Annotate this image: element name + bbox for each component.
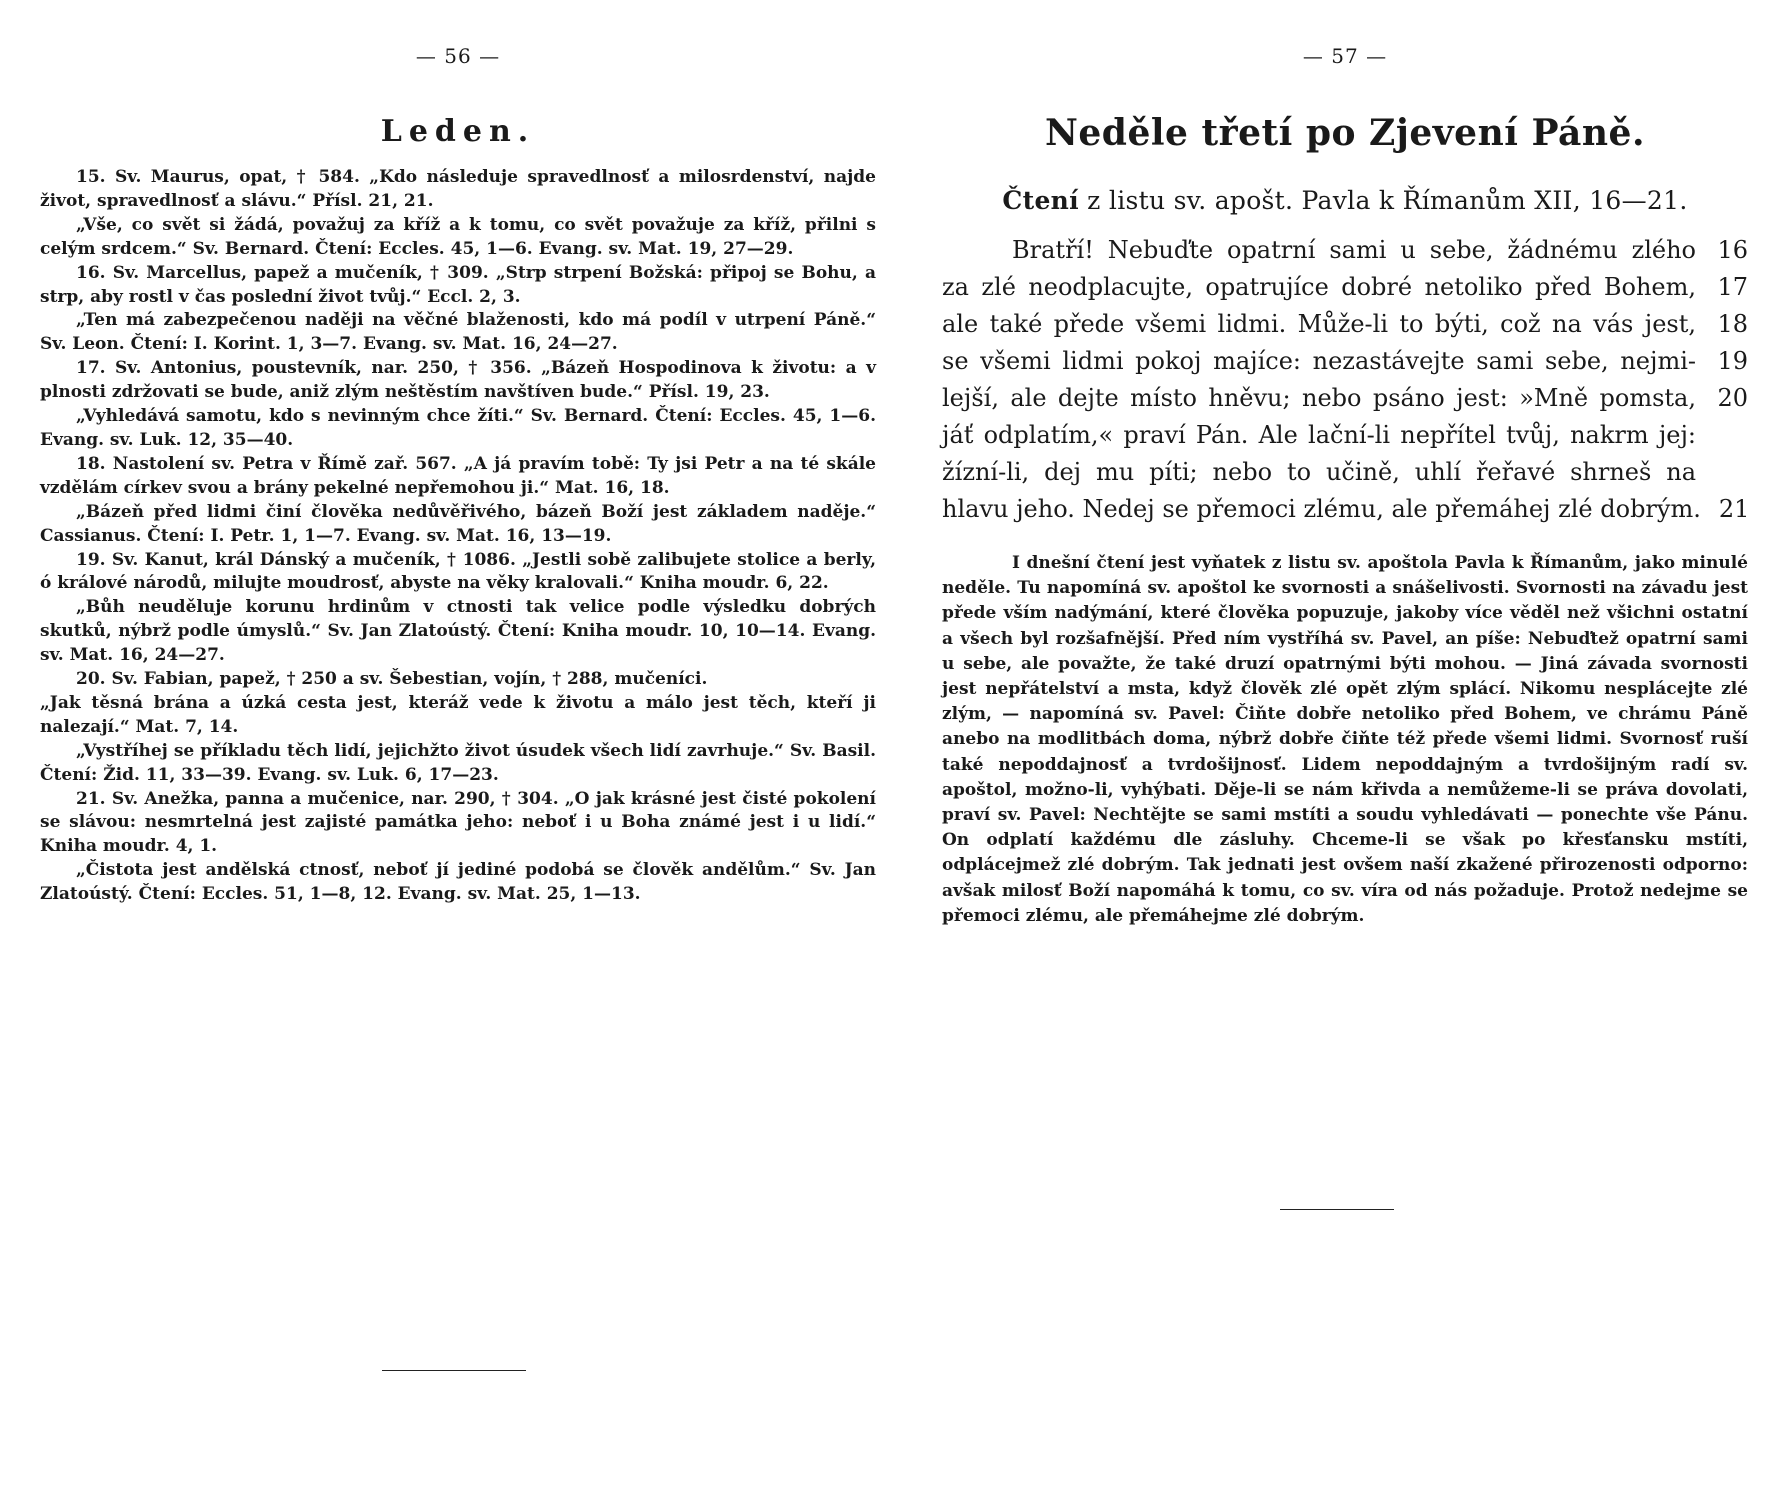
verse-number: 16: [1717, 236, 1748, 264]
verse-number: 20: [1717, 384, 1748, 412]
end-rule-left: [382, 1370, 526, 1371]
verse-line-text: lejší, ale dejte místo hněvu; nebo psáno jest: »Mně pomsta,: [942, 384, 1696, 412]
reading-heading-lead: Čtení: [1002, 186, 1079, 215]
calendar-entry: „Bůh neuděluje korunu hrdinům v ctnosti tak velice podle výsledku dobrých skutků, nýbrž podle úmyslů.“ Sv. Jan Zlatoústý. Čtení: Kniha moudr. 10, 10—14. Evang. sv. Mat. 16, 24—27.: [40, 597, 876, 666]
reading-heading: [942, 186, 1748, 215]
verse-number: 17: [1717, 273, 1748, 301]
verse-line-text: hlavu jeho. Nedej se přemoci zlému, ale přemáhej zlé dobrým.: [942, 495, 1701, 523]
verse-number: 19: [1717, 347, 1748, 375]
verse-line: [942, 380, 1748, 417]
verse-line-text: za zlé neodplacujte, opatrujíce dobré netoliko před Bohem,: [942, 273, 1696, 301]
verse-line: [942, 491, 1748, 528]
calendar-entry: „Čistota jest andělská ctnosť, neboť jí jediné podobá se člověk andělům.“ Sv. Jan Zlatoústý. Čtení: Eccles. 51, 1—8, 12. Evang. sv. Mat. 25, 1—13.: [40, 860, 876, 905]
reading-heading-rest: z listu sv. apošt. Pavla k Římanům XII, 16—21.: [1078, 186, 1688, 215]
calendar-entry: 18. Nastolení sv. Petra v Římě zař. 567. „A já pravím tobě: Ty jsi Petr a na té skále vzdělám církev svou a brány pekelné nepřemohou ji.“ Mat. 16, 18.: [40, 453, 876, 498]
left-page: [40, 0, 876, 1500]
verse-number: 18: [1717, 310, 1748, 338]
calendar-entry: „Vystříhej se příkladu těch lidí, jejichžto život úsudek všech lidí zavrhuje.“ Sv. Basil. Čtení: Žid. 11, 33—39. Evang. sv. Luk. 6, 17—23.: [40, 740, 876, 785]
verse-number: 21: [1718, 495, 1750, 523]
commentary-paragraph: I dnešní čtení jest vyňatek z listu sv. apoštola Pavla k Římanům, jako minulé neděle. Tu napomíná sv. apoštol ke svornosti a snášelivosti. Svornosti na závadu jest přede vším nadýmání, které člověka popuzuje, jakoby více věděl než všichni ostatní a všech byl rozšafnější. Před ním vystříhá sv. Pavel, an píše: Nebuďtež opatrní sami u sebe, ale považte, že také druzí opatrnými býti mohou. — Jiná závada svornosti jest nepřátelství a msta, když člověk zlé opět zlým splácí. Nikomu nesplácejte zlé zlým, — napomíná sv. Pavel: Čiňte dobře netoliko před Bohem, ve chrámu Páně anebo na modlitbách doma, nýbrž dobře čiňte též přede všemi lidmi. Svornosť ruší také nepoddajnosť a tvrdošijnosť. Lidem nepoddajným a tvrdošijným radí sv. apoštol, možno-li, vyhýbati. Děje-li se nám křivda a nemůžeme-li se práva dovolati, praví sv. Pavel: Nechtějte se sami mstíti a soudu vyhledávati — ponechte vše Pánu. On odplatí každému dle zásluhy. Chceme-li se však po křesťansku mstíti, odplácejmež zlé dobrým. Tak jednati jest ovšem naší zkažené přirozenosti odporno: avšak milosť Boží napomáhá k tomu, co sv. víra od nás požaduje. Protož nedejme se přemoci zlému, ale přemáhejme zlé dobrým.: [942, 553, 1748, 926]
epistle-text: [942, 232, 1748, 528]
verse-number: [1714, 454, 1748, 491]
verse-line-text: se všemi lidmi pokoj majíce: nezastávejte sami sebe, nejmi-: [942, 347, 1696, 375]
calendar-entry: 20. Sv. Fabian, papež, † 250 a sv. Šebestian, vojín, † 288, mučeníci.: [76, 669, 708, 690]
calendar-entry: „Jak těsná brána a úzká cesta jest, kteráž vede k životu a málo jest těch, kteří ji nalezají.“ Mat. 7, 14.: [40, 692, 876, 737]
verse-number: [1714, 417, 1748, 454]
calendar-entry: 21. Sv. Anežka, panna a mučenice, nar. 290, † 304. „O jak krásné jest čisté pokolení se slávou: nesmrtelná jest zajisté památka jeho: neboť i u Boha známé jest i u lidí.“ Kniha moudr. 4, 1.: [40, 788, 876, 857]
calendar-entry: „Bázeň před lidmi činí člověka nedůvěřivého, bázeň Boží jest základem naděje.“ Cassianus. Čtení: I. Petr. 1, 1—7. Evang. sv. Mat. 16, 13—19.: [40, 501, 876, 546]
homily-commentary: [942, 551, 1748, 929]
verse-line: [942, 454, 1748, 491]
sunday-heading: Neděle třetí po Zjevení Páně.: [1044, 112, 1645, 154]
calendar-entry: „Vyhledává samotu, kdo s nevinným chce žíti.“ Sv. Bernard. Čtení: Eccles. 45, 1—6. Evang. sv. Luk. 12, 35—40.: [40, 406, 876, 450]
verse-line-text: jáť odplatím,« praví Pán. Ale lační-li nepřítel tvůj, nakrm jej:: [942, 421, 1696, 449]
verse-line-text: žízní-li, dej mu píti; nebo to učině, uhlí řeřavé shrneš na: [942, 458, 1696, 486]
calendar-entry: 17. Sv. Antonius, poustevník, nar. 250, † 356. „Bázeň Hospodinova k životu: a v plnosti zdržovati se bude, aniž zlým neštěstím navštíven bude.“ Přísl. 19, 23.: [40, 358, 876, 403]
page-number-left: — 56 —: [415, 44, 501, 68]
calendar-entry: „Vše, co svět si žádá, považuj za kříž a k tomu, co svět považuje za kříž, přilni s celým srdcem.“ Sv. Bernard. Čtení: Eccles. 45, 1—6. Evang. sv. Mat. 19, 27—29.: [40, 214, 876, 259]
right-page: [942, 0, 1748, 1500]
verse-line-text: ale také přede všemi lidmi. Může-li to býti, což na vás jest,: [942, 310, 1696, 338]
verse-line: [942, 306, 1748, 343]
calendar-entry: „Ten má zabezpečenou naději na věčné blaženosti, kdo má podíl v utrpení Páně.“ Sv. Leon. Čtení: I. Korint. 1, 3—7. Evang. sv. Mat. 16, 24—27.: [40, 310, 876, 355]
verse-line: [942, 417, 1748, 454]
month-heading: Leden.: [380, 114, 536, 149]
page-number-right: — 57 —: [1302, 44, 1388, 68]
calendar-entry: 19. Sv. Kanut, král Dánský a mučeník, † 1086. „Jestli sobě zalibujete stolice a berly, ó králové národů, milujte moudrosť, abyste na věky kralovali.“ Kniha moudr. 6, 22.: [40, 549, 876, 594]
verse-line: [942, 269, 1748, 306]
calendar-entry: 15. Sv. Maurus, opat, † 584. „Kdo následuje spravedlnosť a milosrdenství, najde život, spravedlnosť a slávu.“ Přísl. 21, 21.: [40, 167, 876, 211]
verse-line: [942, 232, 1748, 269]
end-rule-right: [1280, 1209, 1394, 1210]
saints-calendar: [40, 166, 876, 907]
calendar-entry: 16. Sv. Marcellus, papež a mučeník, † 309. „Strp strpení Božská: připoj se Bohu, a strp, aby rostl v čas poslední život tvůj.“ Eccl. 2, 3.: [40, 262, 876, 307]
verse-line-text: Bratří! Nebuďte opatrní sami u sebe, žádnému zlého: [1012, 236, 1696, 264]
verse-line: [942, 343, 1748, 380]
